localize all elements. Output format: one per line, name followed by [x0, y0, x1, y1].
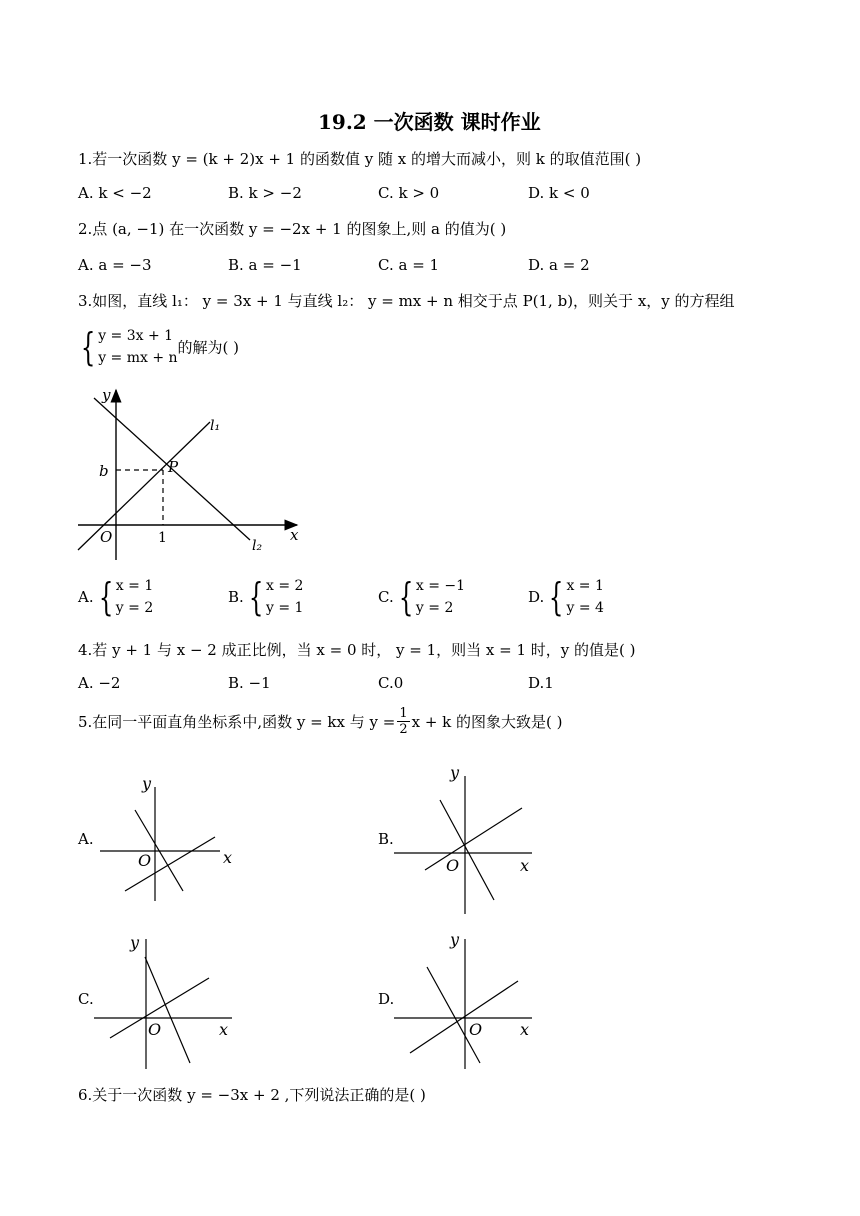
- q2-option-d: D. a = 2: [528, 256, 590, 274]
- q5-graph-a: [100, 765, 250, 905]
- system-lines: [98, 325, 177, 369]
- q5-graph-c: [90, 925, 250, 1075]
- label-x: x: [520, 1020, 530, 1039]
- fraction-half: [397, 706, 409, 737]
- label-origin: O: [100, 528, 113, 546]
- label-y: y: [450, 930, 460, 949]
- question-3-figure: [72, 384, 312, 564]
- q3-option-d: [528, 575, 604, 619]
- q3-option-a-letter: A.: [78, 588, 94, 606]
- label-origin: O: [469, 1020, 483, 1039]
- q3-option-d-lines: [566, 575, 603, 619]
- question-5-stem-b: x + k 的图象大致是( ): [411, 713, 563, 731]
- question-2-stem: 2.点 (a, −1) 在一次函数 y = −2x + 1 的图象上,则 a 的值为( ): [78, 220, 507, 238]
- q3-option-c-letter: C.: [378, 588, 394, 606]
- question-5-stem-a: 5.在同一平面直角坐标系中,函数 y = kx 与 y =: [78, 713, 396, 731]
- label-x: x: [520, 856, 530, 875]
- q5-graph-b: [390, 758, 550, 918]
- q2-option-c: C. a = 1: [378, 256, 440, 274]
- q3-option-c: [378, 575, 465, 619]
- page-title: 19.2 一次函数 课时作业: [318, 110, 541, 134]
- q3-option-b: [228, 575, 303, 619]
- q3-option-a-lines: [116, 575, 153, 619]
- brace: {: [398, 575, 414, 619]
- question-3-stem: 3.如图，直线 l₁： y = 3x + 1 与直线 l₂： y = mx + n 相交于点 P(1, b)，则关于 x，y 的方程组: [78, 292, 735, 310]
- fraction-den: 2: [399, 722, 408, 737]
- q5-option-d-label: D.: [378, 990, 395, 1008]
- q1-option-a: A. k < −2: [78, 184, 152, 202]
- label-origin: O: [138, 851, 152, 870]
- line: x = 1: [115, 578, 154, 594]
- q3-option-b-letter: B.: [228, 588, 244, 606]
- label-p: P: [168, 458, 179, 476]
- graph-line-1: [145, 957, 190, 1063]
- line: y = 1: [265, 600, 304, 616]
- q5-option-a-label: A.: [78, 830, 94, 848]
- system-line-1: y = 3x + 1: [98, 328, 174, 344]
- line: x = 1: [566, 578, 604, 594]
- q1-option-b: B. k > −2: [228, 184, 302, 202]
- q5-graph-d: [390, 925, 550, 1075]
- brace: {: [98, 575, 113, 619]
- label-y: y: [102, 386, 111, 404]
- line: x = 2: [265, 578, 304, 594]
- graph-line-1: [427, 967, 483, 1063]
- label-y: y: [130, 933, 140, 952]
- question-6-stem: 6.关于一次函数 y = −3x + 2 ,下列说法正确的是( ): [78, 1086, 426, 1104]
- q2-option-b: B. a = −1: [228, 256, 302, 274]
- label-x: x: [219, 1020, 229, 1039]
- line: x = −1: [415, 578, 466, 594]
- question-5-stem: [78, 706, 563, 737]
- line: y = 2: [415, 600, 454, 616]
- q4-option-c: C.0: [378, 674, 404, 692]
- graph-line-2: [410, 981, 518, 1053]
- q3-option-a: [78, 575, 153, 619]
- label-l2: l₂: [252, 538, 263, 554]
- question-3-stem-end: 的解为( ): [177, 338, 240, 357]
- line: y = 4: [566, 600, 604, 616]
- brace: {: [248, 575, 264, 619]
- system-brace: {: [80, 325, 96, 369]
- q4-option-a: A. −2: [78, 674, 121, 692]
- label-one: 1: [158, 530, 167, 546]
- system-line-2: y = mx + n: [98, 350, 178, 366]
- brace: {: [549, 575, 564, 619]
- q5-option-c-label: C.: [78, 990, 94, 1008]
- q1-option-c: C. k > 0: [378, 184, 440, 202]
- question-3-system: [76, 325, 239, 369]
- label-b: b: [99, 462, 109, 480]
- line: y = 2: [115, 600, 154, 616]
- q3-option-b-lines: [266, 575, 303, 619]
- q4-option-b: B. −1: [228, 674, 271, 692]
- question-4-stem: 4.若 y + 1 与 x − 2 成正比例，当 x = 0 时， y = 1，则当 x = 1 时，y 的值是( ): [78, 641, 636, 659]
- graph-line-1: [440, 800, 494, 900]
- question-1-stem: 1.若一次函数 y = (k + 2)x + 1 的函数值 y 随 x 的增大而减小，则 k 的取值范围( ): [78, 150, 642, 168]
- q3-option-c-lines: [416, 575, 465, 619]
- fraction-num: 1: [399, 706, 408, 721]
- q2-option-a: A. a = −3: [78, 256, 152, 274]
- q5-option-b-label: B.: [378, 830, 394, 848]
- graph-line-2: [425, 808, 522, 870]
- label-l1: l₁: [210, 418, 221, 434]
- q1-option-d: D. k < 0: [528, 184, 590, 202]
- label-x: x: [223, 848, 233, 867]
- q4-option-d: D.1: [528, 674, 554, 692]
- label-y: y: [450, 763, 460, 782]
- label-origin: O: [446, 856, 460, 875]
- q3-option-d-letter: D.: [528, 588, 545, 606]
- label-x: x: [290, 526, 299, 544]
- label-y: y: [142, 774, 152, 793]
- label-origin: O: [148, 1020, 162, 1039]
